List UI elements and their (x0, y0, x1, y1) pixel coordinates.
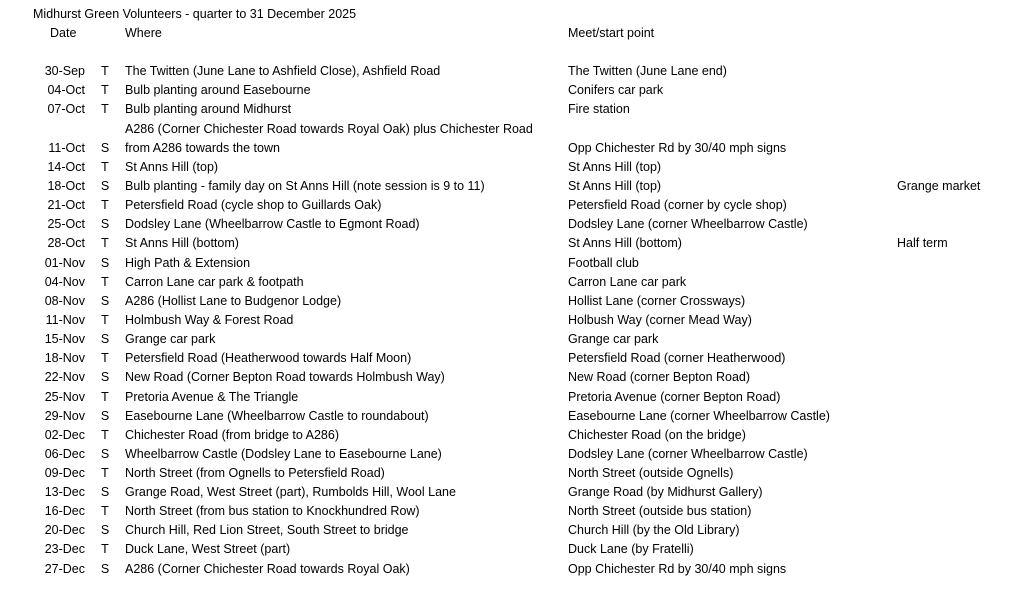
row-date: 22-Nov (44, 370, 85, 384)
row-date: 20-Dec (44, 523, 85, 537)
row-day: S (100, 370, 110, 384)
table-row (0, 217, 1024, 236)
table-row (0, 122, 1024, 160)
row-day: T (101, 198, 109, 212)
row-where: The Twitten (June Lane to Ashfield Close), Ashfield Road (125, 64, 441, 78)
row-day: T (101, 504, 109, 518)
row-meet-point: Conifers car park (568, 83, 664, 97)
row-meet-point: Chichester Road (on the bridge) (568, 428, 746, 442)
header-where: Where (125, 26, 162, 40)
row-day: T (101, 275, 109, 289)
table-row (0, 332, 1024, 351)
row-day: T (101, 390, 109, 404)
table-row (0, 409, 1024, 428)
row-note: Grange market (897, 179, 981, 193)
row-where: St Anns Hill (top) (125, 160, 219, 174)
row-day: T (101, 542, 109, 556)
row-date: 25-Oct (47, 217, 85, 231)
row-day: S (100, 447, 110, 461)
row-where: A286 (Corner Chichester Road towards Royal Oak) (125, 562, 410, 576)
row-where-line1: A286 (Corner Chichester Road towards Royal Oak) plus Chichester Road (125, 122, 533, 136)
row-meet-point: Opp Chichester Rd by 30/40 mph signs (568, 562, 787, 576)
table-row (0, 542, 1024, 561)
row-day: S (100, 294, 110, 308)
row-day: S (100, 332, 110, 346)
row-date: 21-Oct (47, 198, 85, 212)
row-where: Dodsley Lane (Wheelbarrow Castle to Egmont Road) (125, 217, 420, 231)
row-date: 04-Nov (44, 275, 85, 289)
row-date: 08-Nov (44, 294, 85, 308)
table-row (0, 466, 1024, 485)
row-date: 11-Nov (45, 313, 85, 327)
row-meet-point: Fire station (568, 102, 630, 116)
row-day: S (100, 141, 110, 155)
row-where: North Street (from bus station to Knockhundred Row) (125, 504, 420, 518)
row-where: Carron Lane car park & footpath (125, 275, 304, 289)
row-meet-point: Petersfield Road (corner by cycle shop) (568, 198, 787, 212)
table-row (0, 390, 1024, 409)
row-note: Half term (897, 236, 948, 250)
header-meet-start-point: Meet/start point (568, 26, 655, 40)
row-where: Grange car park (125, 332, 216, 346)
row-date: 09-Dec (44, 466, 85, 480)
row-where: A286 (Hollist Lane to Budgenor Lodge) (125, 294, 342, 308)
row-meet-point: Dodsley Lane (corner Wheelbarrow Castle) (568, 217, 808, 231)
row-day: S (100, 523, 110, 537)
table-row (0, 198, 1024, 217)
row-where: New Road (Corner Bepton Road towards Holmbush Way) (125, 370, 445, 384)
row-date: 18-Oct (47, 179, 85, 193)
table-row (0, 294, 1024, 313)
table-row (0, 313, 1024, 332)
row-meet-point: Easebourne Lane (corner Wheelbarrow Castle) (568, 409, 830, 423)
table-row (0, 523, 1024, 542)
row-meet-point: Grange Road (by Midhurst Gallery) (568, 485, 763, 499)
table-row (0, 179, 1024, 198)
table-row (0, 102, 1024, 121)
row-day: S (100, 409, 110, 423)
row-date: 30-Sep (44, 64, 85, 78)
table-row (0, 256, 1024, 275)
table-row (0, 236, 1024, 255)
row-day: T (101, 466, 109, 480)
row-day: S (100, 256, 110, 270)
row-day: S (100, 562, 110, 576)
row-meet-point: Opp Chichester Rd by 30/40 mph signs (568, 141, 787, 155)
table-row (0, 64, 1024, 83)
row-meet-point: The Twitten (June Lane end) (568, 64, 727, 78)
row-meet-point: Grange car park (568, 332, 659, 346)
row-meet-point: Hollist Lane (corner Crossways) (568, 294, 746, 308)
table-row (0, 275, 1024, 294)
row-date: 14-Oct (47, 160, 85, 174)
row-where: High Path & Extension (125, 256, 251, 270)
row-date: 04-Oct (47, 83, 85, 97)
row-where: Bulb planting around Midhurst (125, 102, 292, 116)
row-meet-point: St Anns Hill (top) (568, 179, 662, 193)
row-where: Grange Road, West Street (part), Rumbolds Hill, Wool Lane (125, 485, 456, 499)
row-meet-point: North Street (outside bus station) (568, 504, 752, 518)
row-where: Church Hill, Red Lion Street, South Street to bridge (125, 523, 409, 537)
row-where: Easebourne Lane (Wheelbarrow Castle to roundabout) (125, 409, 429, 423)
row-day: T (101, 313, 109, 327)
row-date: 25-Nov (44, 390, 85, 404)
row-day: S (100, 485, 110, 499)
row-day: T (101, 236, 109, 250)
row-date: 02-Dec (44, 428, 85, 442)
row-where: Duck Lane, West Street (part) (125, 542, 291, 556)
row-date: 11-Oct (48, 141, 85, 155)
row-meet-point: Pretoria Avenue (corner Bepton Road) (568, 390, 781, 404)
row-meet-point: Holbush Way (corner Mead Way) (568, 313, 752, 327)
row-date: 13-Dec (44, 485, 85, 499)
row-where: Bulb planting - family day on St Anns Hill (note session is 9 to 11) (125, 179, 485, 193)
row-date: 15-Nov (44, 332, 85, 346)
table-row (0, 83, 1024, 102)
header-date: Date (50, 26, 77, 40)
row-meet-point: Church Hill (by the Old Library) (568, 523, 740, 537)
row-meet-point: Dodsley Lane (corner Wheelbarrow Castle) (568, 447, 808, 461)
row-date: 16-Dec (44, 504, 85, 518)
table-row (0, 160, 1024, 179)
row-meet-point: New Road (corner Bepton Road) (568, 370, 751, 384)
row-date: 06-Dec (44, 447, 85, 461)
row-date: 01-Nov (44, 256, 85, 270)
row-where: Wheelbarrow Castle (Dodsley Lane to Easebourne Lane) (125, 447, 442, 461)
row-meet-point: Carron Lane car park (568, 275, 687, 289)
row-date: 23-Dec (44, 542, 85, 556)
row-where: Petersfield Road (Heatherwood towards Half Moon) (125, 351, 412, 365)
table-row (0, 428, 1024, 447)
row-date: 28-Oct (47, 236, 85, 250)
document-title: Midhurst Green Volunteers - quarter to 31 December 2025 (33, 7, 357, 21)
row-date: 27-Dec (44, 562, 85, 576)
row-meet-point: North Street (outside Ognells) (568, 466, 734, 480)
row-meet-point: Petersfield Road (corner Heatherwood) (568, 351, 786, 365)
row-where: Chichester Road (from bridge to A286) (125, 428, 339, 442)
row-where: North Street (from Ognells to Petersfield Road) (125, 466, 385, 480)
row-where: Pretoria Avenue & The Triangle (125, 390, 299, 404)
row-meet-point: Football club (568, 256, 639, 270)
row-day: S (100, 217, 110, 231)
row-meet-point: St Anns Hill (bottom) (568, 236, 682, 250)
row-meet-point: St Anns Hill (top) (568, 160, 662, 174)
table-row (0, 562, 1024, 581)
row-day: T (101, 102, 109, 116)
row-day: T (101, 83, 109, 97)
table-row (0, 447, 1024, 466)
table-row (0, 504, 1024, 523)
row-date: 29-Nov (44, 409, 85, 423)
row-where: Bulb planting around Easebourne (125, 83, 311, 97)
row-where: from A286 towards the town (125, 141, 280, 155)
row-day: T (101, 160, 109, 174)
row-meet-point: Duck Lane (by Fratelli) (568, 542, 694, 556)
row-where: St Anns Hill (bottom) (125, 236, 239, 250)
row-date: 07-Oct (47, 102, 85, 116)
row-day: T (101, 428, 109, 442)
row-day: T (101, 64, 109, 78)
row-date: 18-Nov (44, 351, 85, 365)
row-where: Petersfield Road (cycle shop to Guillards Oak) (125, 198, 382, 212)
table-row (0, 351, 1024, 370)
row-day: T (101, 351, 109, 365)
table-row (0, 370, 1024, 389)
table-row (0, 485, 1024, 504)
row-where: Holmbush Way & Forest Road (125, 313, 294, 327)
row-day: S (100, 179, 110, 193)
